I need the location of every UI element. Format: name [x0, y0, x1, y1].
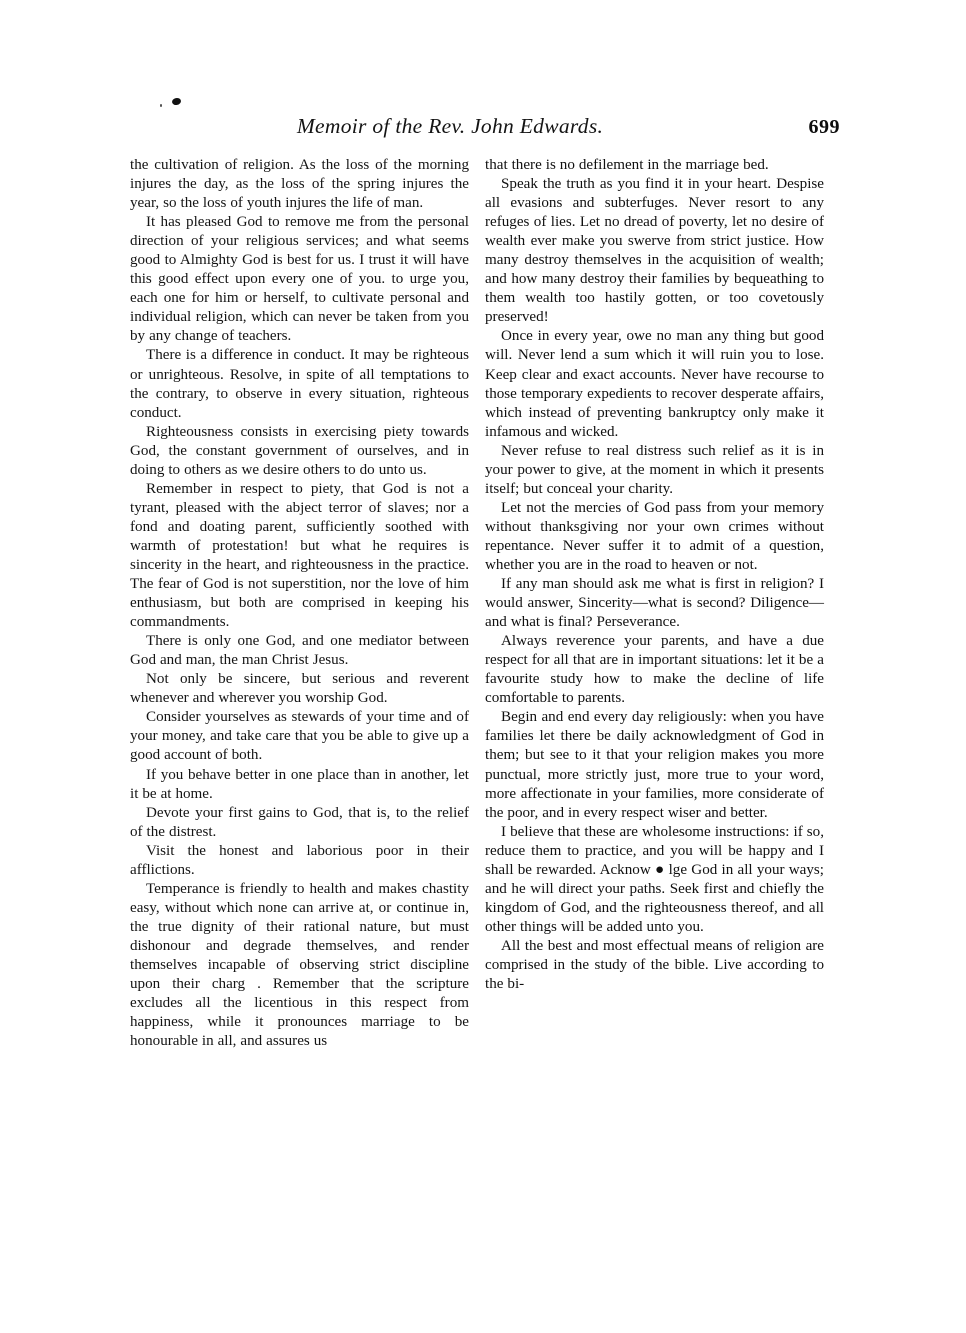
running-head-title: Memoir of the Rev. John Edwards. — [296, 114, 604, 138]
paragraph: If any man should ask me what is first in religion? I would answer, Sincerity—what is second? Diligence—and what is final? Perseverance. — [485, 576, 824, 631]
running-head — [130, 114, 840, 144]
paragraph: There is a difference in conduct. It may be righteous or unrighteous. Resolve, in spite of all temptations to the contrary, to observe in every situation, righteous conduct. — [130, 347, 469, 421]
paragraph: Always reverence your parents, and have a due respect for all that are in important situations: let it be a favourite study how to make the decline of life comfortable to parents. — [485, 633, 824, 707]
paragraph: If you behave better in one place than in another, let it be at home. — [130, 766, 469, 802]
paragraph: Righteousness consists in exercising piety towards God, the constant government of ourselves, and in doing to others as we desire others to do unto us. — [130, 423, 469, 478]
paragraph: There is only one God, and one mediator between God and man, the man Christ Jesus. — [130, 633, 469, 669]
paragraph: Remember in respect to piety, that God is not a tyrant, pleased with the abject terror of slaves; nor a fond and doating parent, sufficiently soothed with warmth of protestation! but what he requires is sincerity in the heart, and righteousness in the practice. The fear of God is not superstition, nor the love of him enthusiasm, but both are comprised in keeping his commandments. — [130, 480, 469, 631]
paragraph: It has pleased God to remove me from the personal direction of your religious services; and what seems good to Almighty God is best for us. I trust it will have this good effect upon every one of you. to urge you, each one for him or herself, to cultivate personal and individual religion, which can never be taken from you by any change of teachers. — [130, 214, 469, 345]
paragraph: Never refuse to real distress such relief as it is in your power to give, at the moment in which it presents itself; but conceal your charity. — [485, 442, 824, 497]
paragraph: Let not the mercies of God pass from your memory without thanksgiving nor your own crimes without repentance. Never suffer it to admit of a question, whether you are in the road to heaven or not. — [485, 499, 824, 573]
paragraph: Consider yourselves as stewards of your time and of your money, and take care that you be able to give up a good account of both. — [130, 709, 469, 764]
body-text — [130, 156, 840, 1246]
ink-speck-artifact — [171, 97, 181, 106]
ink-speck-small-artifact — [160, 104, 162, 107]
paragraph: Devote your first gains to God, that is, to the relief of the distrest. — [130, 804, 469, 840]
paragraph: Begin and end every day religiously: when you have families let there be daily acknowledgment of God in them; but see to it that your religion makes you more punctual, more strictly just, more true to your word, more affectionate in your families, more considerate of the poor, and in every respect wiser and better. — [485, 709, 824, 821]
paragraph: Not only be sincere, but serious and reverent whenever and wherever you worship God. — [130, 671, 469, 707]
paragraph: Visit the honest and laborious poor in their afflictions. — [130, 842, 469, 878]
paragraph: Temperance is friendly to health and makes chastity easy, without which none can arrive at, or continue in, the true dignity of their rational nature, but must dishonour and degrade themselves, and render themselves incapable of observing strict discipline upon their charg . Remember that the scripture excludes all the licentious in this respect from happiness, while it pronounces marriage to be honourable in all, and assures us — [130, 880, 469, 1050]
paragraph: All the best and most effectual means of religion are comprised in the study of the bible. Live according to the bi- — [485, 937, 824, 993]
text-column-left — [130, 156, 469, 1246]
paragraph: I believe that these are wholesome instructions: if so, reduce them to practice, and you will be happy and I shall be rewarded. Acknow ● lge God in all your ways; and he will direct your paths. Seek first and chiefly the kingdom of God, and the righteousness thereof, and all other things will be added unto you. — [485, 823, 824, 935]
paragraph: Once in every year, owe no man any thing but good will. Never lend a sum which it will ruin you to lose. Keep clear and exact accounts. Never have recourse to those temporary expedients to recover desperate affairs, which instead of preventing bankruptcy only make it infamous and wicked. — [485, 328, 824, 440]
page-number: 699 — [808, 116, 840, 138]
paragraph: the cultivation of religion. As the loss of the morning injures the day, as the loss of the spring injures the year, so the loss of youth injures the life of man. — [130, 157, 469, 212]
paragraph: Speak the truth as you find it in your heart. Despise all evasions and subterfuges. Never resort to any refuges of lies. Let no dread of poverty, let no desire of wealth ever make you swerve from strict justice. How many destroy themselves in the acquisition of wealth; and how many destroy their families by bequeathing to them wealth too hastily gotten, or too covetously preserved! — [485, 176, 824, 326]
paragraph: that there is no defilement in the marriage bed. — [485, 157, 769, 173]
text-column-right — [485, 156, 824, 1246]
